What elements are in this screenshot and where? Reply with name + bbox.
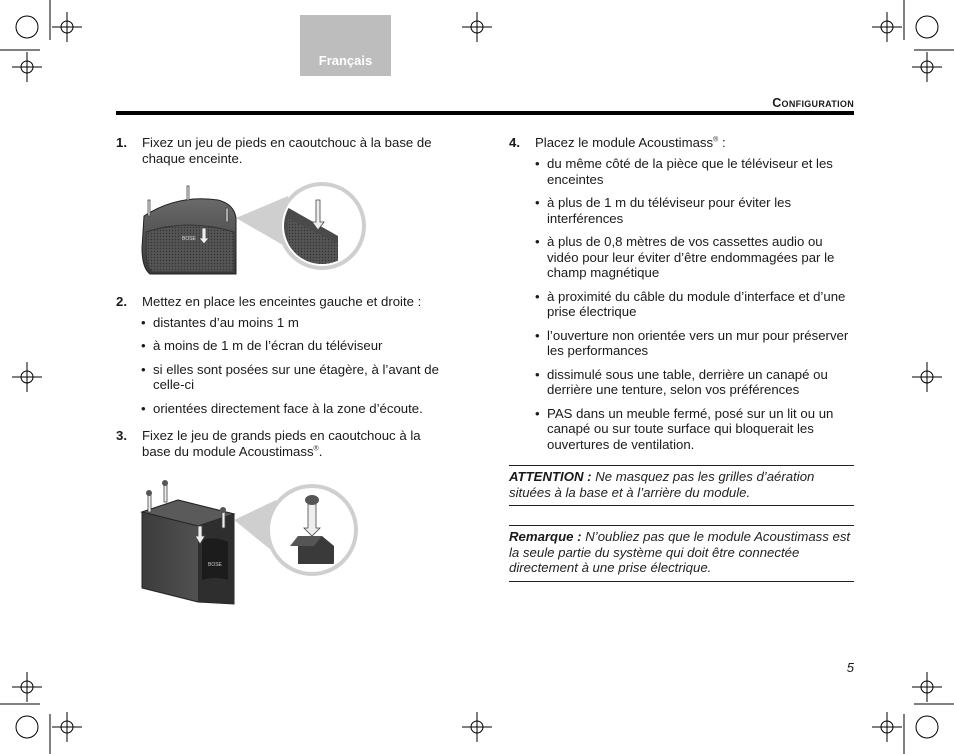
list-item: • si elles sont posées sur une étagère, à l’avant de celle-ci [141, 362, 441, 393]
list-item: • PAS dans un meuble fermé, posé sur un lit ou un canapé ou sur toute surface qui bloquerait les ouvertures de ventilation. [535, 406, 853, 453]
language-tab: Français [300, 15, 391, 76]
step-number: 1. [116, 135, 127, 150]
list-item: • distantes d’au moins 1 m [141, 315, 441, 331]
speaker-logo: BOSE [182, 236, 196, 242]
step-2-bullets [141, 315, 441, 424]
page-number: 5 [846, 660, 854, 675]
remarque-text: N’oubliez pas que le module Acoustimass est la seule partie du système qui doit être connectée directement à une prise électrique. [509, 529, 851, 576]
step-number: 3. [116, 428, 127, 443]
list-item: • à plus de 1 m du téléviseur pour éviter les interférences [535, 195, 853, 226]
attention-label: ATTENTION : [509, 469, 592, 484]
step-text: Fixez un jeu de pieds en caoutchouc à la base de chaque enceinte. [142, 135, 432, 166]
list-item: • du même côté de la pièce que le téléviseur et les enceintes [535, 156, 853, 187]
step-4-bullets [535, 156, 853, 460]
speaker-feet-illustration [138, 178, 368, 278]
list-item: • orientées directement face à la zone d’écoute. [141, 401, 441, 417]
remarque-label: Remarque : [509, 529, 582, 544]
step-text: Fixez le jeu de grands pieds en caoutchouc à la base du module Acoustimass®. [142, 428, 421, 459]
list-item: • l’ouverture non orientée vers un mur pour préserver les performances [535, 328, 853, 359]
list-item: • à moins de 1 m de l’écran du téléviseur [141, 338, 441, 354]
list-item: • à plus de 0,8 mètres de vos cassettes audio ou vidéo pour leur éviter d’être endommagées par le champ magnétique [535, 234, 853, 281]
attention-text: Ne masquez pas les grilles d’aération situées à la base et à l’arrière du module. [509, 469, 815, 500]
step-text: Placez le module Acoustimass® : [535, 135, 726, 150]
step-number: 2. [116, 294, 127, 309]
remarque-note [509, 525, 854, 582]
list-item: • à proximité du câble du module d’interface et d’une prise électrique [535, 289, 853, 320]
step-text: Mettez en place les enceintes gauche et droite : [142, 294, 422, 309]
list-item: • dissimulé sous une table, derrière un canapé ou derrière une tenture, selon vos préférences [535, 367, 853, 398]
attention-note [509, 465, 854, 506]
step-number: 4. [509, 135, 520, 150]
header-rule [116, 111, 854, 115]
module-logo: BOSE [208, 562, 222, 568]
module-feet-illustration [138, 480, 363, 605]
section-title: Configuration [772, 96, 854, 110]
